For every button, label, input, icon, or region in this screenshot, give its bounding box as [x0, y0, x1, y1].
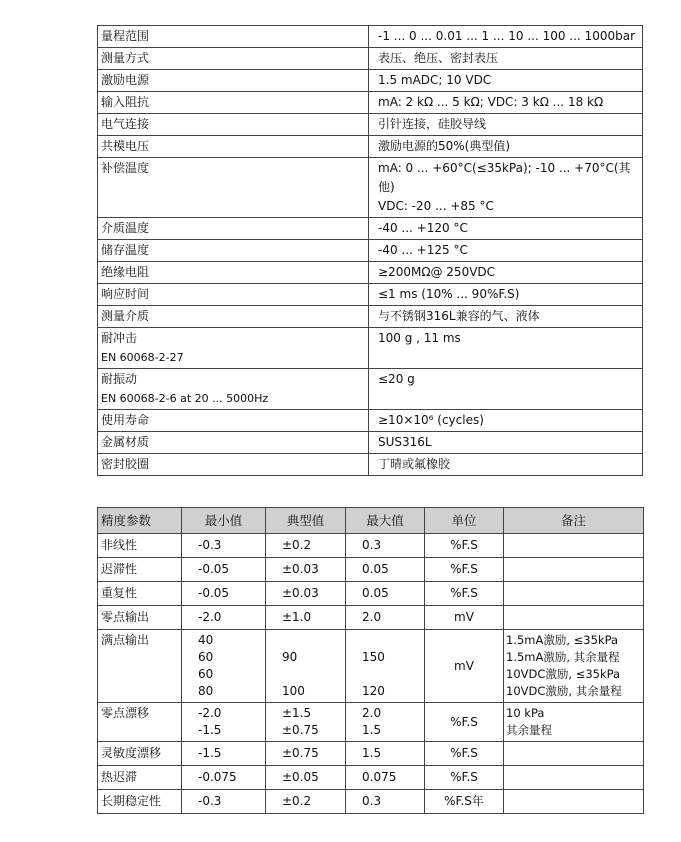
spec-label: 补偿温度: [98, 158, 369, 218]
max-cell: 0.075: [346, 766, 425, 790]
spec-label-standard: EN 60068-2-6 at 20 ... 5000Hz: [101, 392, 269, 405]
unit-cell: %F.S: [425, 558, 504, 582]
unit-cell: %F.S: [425, 766, 504, 790]
spec-row-range: [98, 26, 643, 48]
note-cell: [504, 742, 644, 766]
table-row: [98, 703, 644, 742]
max-cell: [346, 703, 425, 742]
note-line: 10 kPa: [506, 706, 545, 720]
typ-cell: [266, 630, 346, 703]
max-cell: 0.05: [346, 582, 425, 606]
accuracy-table: [97, 507, 644, 814]
typ-cell: ±0.75: [266, 742, 346, 766]
spec-value: -40 ... +125 °C: [369, 240, 643, 262]
spec-row-response: [98, 284, 643, 306]
max-cell: 1.5: [346, 742, 425, 766]
typ-line: 100: [282, 684, 305, 698]
spec-row-impedance: [98, 92, 643, 114]
max-cell: [346, 630, 425, 703]
max-line: 2.0: [362, 706, 382, 720]
unit-cell: %F.S: [425, 582, 504, 606]
min-cell: -0.05: [182, 558, 266, 582]
param-cell: 迟滞性: [98, 558, 182, 582]
spec-label: 测量介质: [98, 306, 369, 328]
max-line: [362, 632, 421, 649]
spec-label: 测量方式: [98, 48, 369, 70]
min-line: 60: [198, 667, 214, 681]
max-cell: 0.3: [346, 790, 425, 814]
spec-row-compensation-temp: [98, 158, 643, 218]
spec-label: 共模电压: [98, 136, 369, 158]
param-cell: 灵敏度漂移: [98, 742, 182, 766]
max-cell: 0.05: [346, 558, 425, 582]
header-note: 备注: [504, 508, 644, 534]
note-cell: [504, 766, 644, 790]
min-cell: [182, 630, 266, 703]
spec-value: mA: 2 kΩ ... 5 kΩ; VDC: 3 kΩ ... 18 kΩ: [369, 92, 643, 114]
min-line: 60: [198, 650, 214, 664]
spec-value: 1.5 mADC; 10 VDC: [369, 70, 643, 92]
spec-value-line: VDC: -20 ... +85 °C: [378, 199, 494, 213]
spec-value: -1 ... 0 ... 0.01 ... 1 ... 10 ... 100 ... 1000bar: [369, 26, 643, 48]
spec-row-electrical: [98, 114, 643, 136]
table-row: [98, 630, 644, 703]
min-line: 40: [198, 633, 214, 647]
min-cell: -0.075: [182, 766, 266, 790]
typ-cell: [266, 703, 346, 742]
table-row: [98, 558, 644, 582]
typ-cell: ±0.2: [266, 534, 346, 558]
spec-value: 引针连接，硅胶导线: [369, 114, 643, 136]
spec-label: 响应时间: [98, 284, 369, 306]
unit-cell: %F.S: [425, 742, 504, 766]
typ-cell: ±0.2: [266, 790, 346, 814]
spec-row-medium-temp: [98, 218, 643, 240]
spec-label: 使用寿命: [98, 410, 369, 432]
spec-value: 与不锈钢316L兼容的气、液体: [369, 306, 643, 328]
spec-value: 100 g , 11 ms: [369, 328, 643, 369]
spec-value: -40 ... +120 °C: [369, 218, 643, 240]
spec-label: 金属材质: [98, 432, 369, 454]
typ-line: ±0.75: [282, 723, 319, 737]
max-line: 120: [362, 684, 385, 698]
typ-cell: ±0.03: [266, 582, 346, 606]
spec-label: 输入阻抗: [98, 92, 369, 114]
accuracy-header-row: [98, 508, 644, 534]
min-cell: -2.0: [182, 606, 266, 630]
table-row: [98, 766, 644, 790]
spec-row-vibration: [98, 369, 643, 410]
typ-line: ±1.5: [282, 706, 312, 720]
spec-label: 储存温度: [98, 240, 369, 262]
min-cell: -0.05: [182, 582, 266, 606]
spec-value: ≤1 ms (10% ... 90%F.S): [369, 284, 643, 306]
min-line: -1.5: [198, 723, 222, 737]
spec-value: 丁晴或氟橡胶: [369, 454, 643, 476]
spec-value: 激励电源的50%(典型值): [369, 136, 643, 158]
specification-table: [97, 25, 643, 476]
spec-label-line: 耐振动: [101, 372, 138, 386]
table-row: [98, 606, 644, 630]
max-cell: 0.3: [346, 534, 425, 558]
spec-label-line: 耐冲击: [101, 331, 138, 345]
note-line: 10VDC激励, 其余量程: [506, 684, 622, 698]
note-cell: [504, 630, 644, 703]
spec-value: ≤20 g: [369, 369, 643, 410]
unit-cell: mV: [425, 606, 504, 630]
spec-label: 激励电源: [98, 70, 369, 92]
typ-line: 90: [282, 650, 298, 664]
spec-label: 介质温度: [98, 218, 369, 240]
note-cell: [504, 558, 644, 582]
param-cell: 非线性: [98, 534, 182, 558]
header-max: 最大值: [346, 508, 425, 534]
spec-value: ≥200MΩ@ 250VDC: [369, 262, 643, 284]
spec-label: [98, 328, 369, 369]
max-line: [362, 666, 421, 683]
spec-value: [369, 158, 643, 218]
header-min: 最小值: [182, 508, 266, 534]
max-line: 1.5: [362, 723, 382, 737]
table-row: [98, 790, 644, 814]
unit-cell: mV: [425, 630, 504, 703]
unit-cell: %F.S: [425, 703, 504, 742]
spec-row-common-mode: [98, 136, 643, 158]
note-cell: [504, 703, 644, 742]
param-cell: 零点输出: [98, 606, 182, 630]
min-cell: -1.5: [182, 742, 266, 766]
note-cell: [504, 582, 644, 606]
param-cell: 长期稳定性: [98, 790, 182, 814]
note-line: 10VDC激励, ≤35kPa: [506, 667, 621, 681]
spec-value: 表压、绝压、密封表压: [369, 48, 643, 70]
note-line: 其余量程: [506, 723, 552, 737]
spec-value: SUS316L: [369, 432, 643, 454]
spec-row-storage-temp: [98, 240, 643, 262]
note-cell: [504, 534, 644, 558]
spec-label: 量程范围: [98, 26, 369, 48]
max-cell: 2.0: [346, 606, 425, 630]
spec-row-medium: [98, 306, 643, 328]
spec-row-insulation: [98, 262, 643, 284]
table-row: [98, 742, 644, 766]
spec-label: 电气连接: [98, 114, 369, 136]
typ-cell: ±1.0: [266, 606, 346, 630]
min-cell: -0.3: [182, 534, 266, 558]
spec-value-line: mA: 0 ... +60°C(≤35kPa); -10 ... +70°C(其他): [378, 161, 631, 194]
table-row: [98, 534, 644, 558]
param-cell: 零点漂移: [98, 703, 182, 742]
note-line: 1.5mA激励, 其余量程: [506, 650, 620, 664]
header-typ: 典型值: [266, 508, 346, 534]
typ-cell: ±0.05: [266, 766, 346, 790]
unit-cell: %F.S: [425, 534, 504, 558]
spec-label: [98, 369, 369, 410]
note-cell: [504, 790, 644, 814]
spec-row-measure-mode: [98, 48, 643, 70]
unit-cell: %F.S年: [425, 790, 504, 814]
note-cell: [504, 606, 644, 630]
spec-row-lifetime: [98, 410, 643, 432]
spec-value: ≥10×10⁶ (cycles): [369, 410, 643, 432]
min-line: 80: [198, 684, 214, 698]
param-cell: 热迟滞: [98, 766, 182, 790]
max-line: 150: [362, 650, 385, 664]
min-cell: [182, 703, 266, 742]
spec-label: 绝缘电阻: [98, 262, 369, 284]
header-param: 精度参数: [98, 508, 182, 534]
spec-row-seal: [98, 454, 643, 476]
typ-line: [282, 632, 342, 649]
spec-label: 密封胶圈: [98, 454, 369, 476]
param-cell: 重复性: [98, 582, 182, 606]
typ-cell: ±0.03: [266, 558, 346, 582]
min-cell: -0.3: [182, 790, 266, 814]
header-unit: 单位: [425, 508, 504, 534]
table-row: [98, 582, 644, 606]
spec-row-excitation: [98, 70, 643, 92]
min-line: -2.0: [198, 706, 222, 720]
spec-label-standard: EN 60068-2-27: [101, 351, 184, 364]
typ-line: [282, 666, 342, 683]
spec-row-material: [98, 432, 643, 454]
note-line: 1.5mA激励, ≤35kPa: [506, 633, 619, 647]
param-cell: 满点输出: [98, 630, 182, 703]
spec-row-shock: [98, 328, 643, 369]
